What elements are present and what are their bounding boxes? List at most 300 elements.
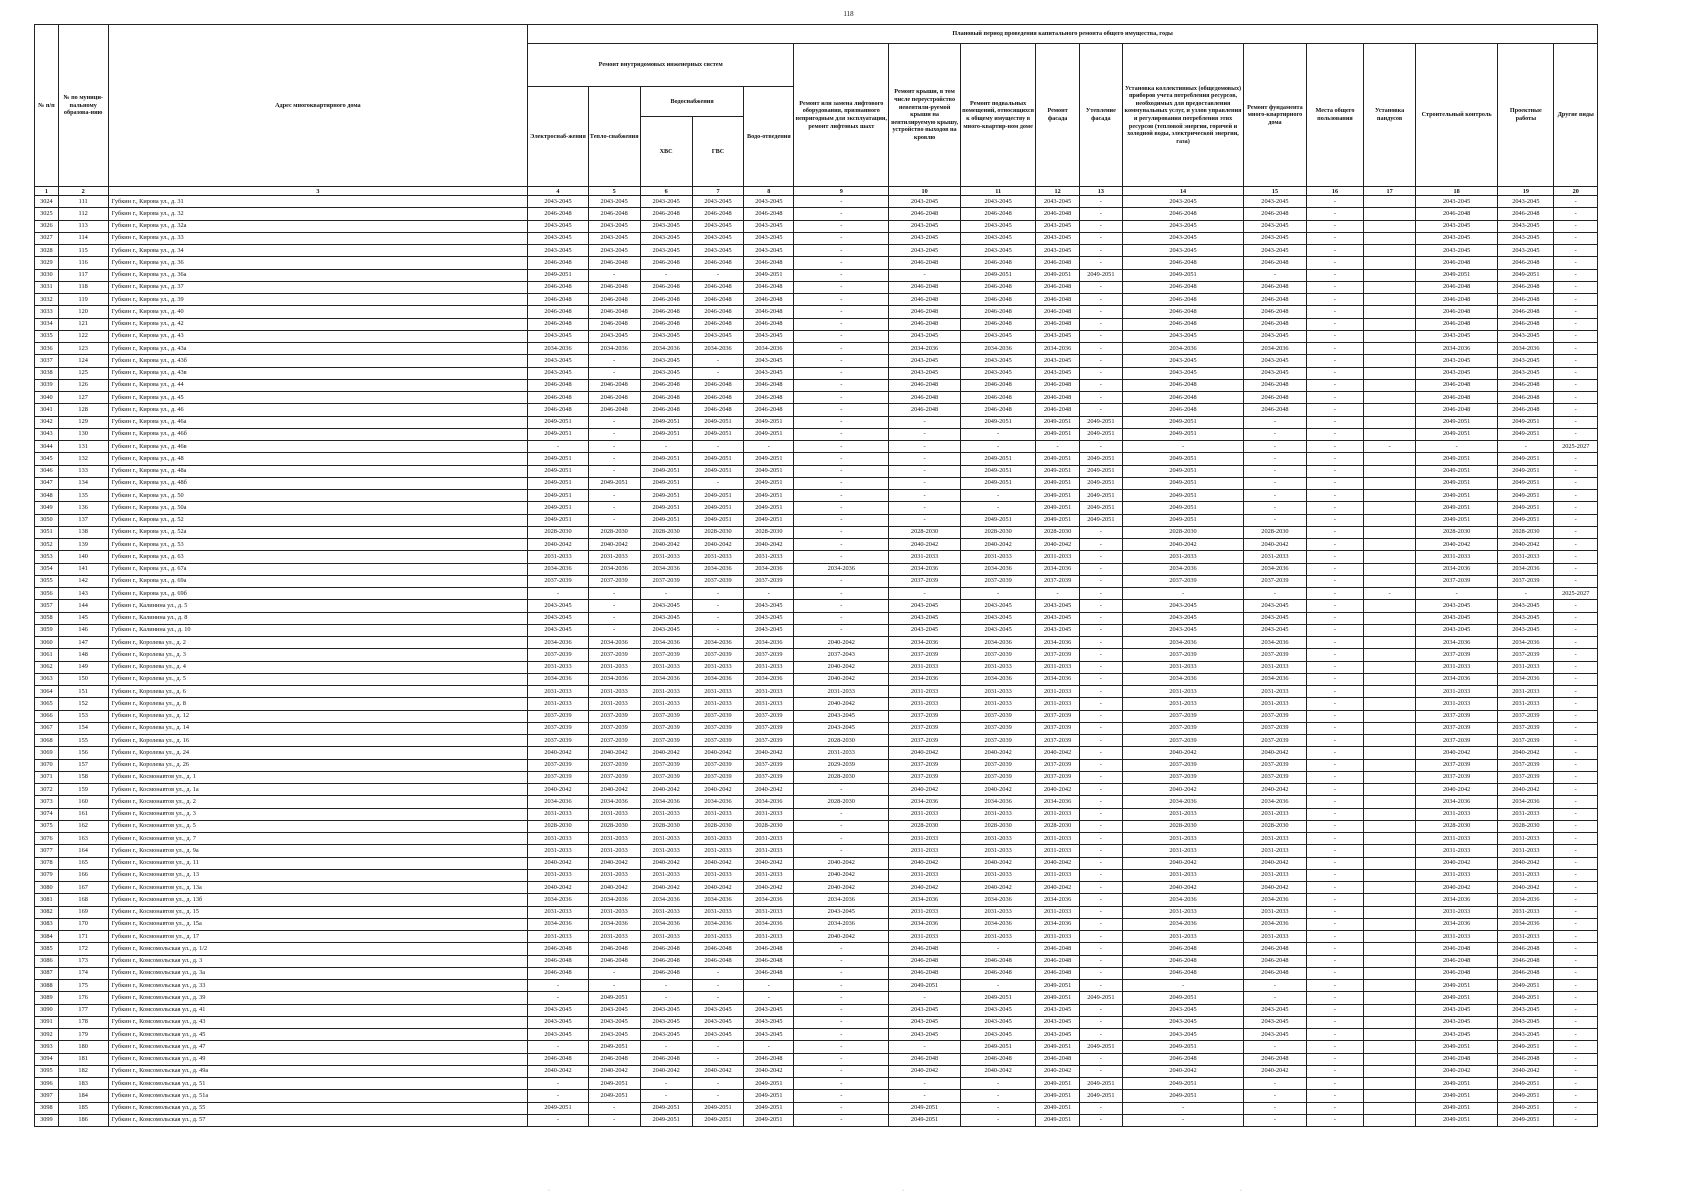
table-cell: 2031-2033 [1498, 661, 1554, 673]
table-cell: 2040-2042 [889, 747, 960, 759]
table-cell: 2043-2045 [692, 1016, 744, 1028]
column-number: 18 [1416, 187, 1498, 196]
table-cell: 3041 [35, 404, 59, 416]
table-cell: 2034-2036 [744, 563, 794, 575]
table-cell [1364, 649, 1416, 661]
table-cell: 2031-2033 [1122, 551, 1243, 563]
table-cell: 2031-2033 [1498, 833, 1554, 845]
table-cell: - [1306, 624, 1363, 636]
table-cell: 2049-2051 [1036, 416, 1079, 428]
table-cell: 2046-2048 [1122, 294, 1243, 306]
table-cell: 2046-2048 [640, 943, 692, 955]
table-cell [1364, 637, 1416, 649]
table-cell [1364, 404, 1416, 416]
table-cell: 2028-2030 [692, 820, 744, 832]
table-cell: 3030 [35, 269, 59, 281]
table-cell: 2046-2048 [744, 306, 794, 318]
table-cell: 2037-2039 [744, 735, 794, 747]
table-cell: 2046-2048 [1498, 955, 1554, 967]
table-row [35, 208, 1598, 220]
address-cell: Губкин г., Кирова ул., д. 53 [108, 539, 528, 551]
table-cell: 2034-2036 [1244, 343, 1307, 355]
table-cell: 2028-2030 [1122, 820, 1243, 832]
table-cell: 2037-2039 [588, 759, 640, 771]
table-cell: 2031-2033 [1036, 931, 1079, 943]
table-cell: - [1079, 294, 1122, 306]
table-cell: - [1306, 1029, 1363, 1041]
table-cell: - [1554, 845, 1598, 857]
table-cell: 2034-2036 [960, 343, 1036, 355]
table-cell: 150 [58, 673, 108, 685]
table-cell: - [889, 416, 960, 428]
table-cell: 2040-2042 [528, 857, 589, 869]
table-cell: 2043-2045 [744, 612, 794, 624]
table-cell: - [1306, 257, 1363, 269]
table-row [35, 367, 1598, 379]
table-cell: - [1554, 980, 1598, 992]
table-cell: 3088 [35, 980, 59, 992]
table-cell: - [1079, 318, 1122, 330]
table-cell: - [1079, 808, 1122, 820]
table-cell: 185 [58, 1102, 108, 1114]
table-cell: - [794, 1041, 889, 1053]
table-cell: 2043-2045 [1416, 1029, 1498, 1041]
table-cell: 2046-2048 [640, 281, 692, 293]
table-cell: 2040-2042 [692, 857, 744, 869]
table-cell: - [1306, 796, 1363, 808]
table-cell: - [1554, 943, 1598, 955]
table-cell: 3090 [35, 1004, 59, 1016]
table-cell: 2043-2045 [1416, 245, 1498, 257]
table-cell: 2040-2042 [889, 882, 960, 894]
table-cell [1364, 318, 1416, 330]
table-cell: 2034-2036 [1416, 637, 1498, 649]
table-cell: 2031-2033 [1416, 931, 1498, 943]
table-cell: 2037-2039 [744, 649, 794, 661]
table-cell: 2031-2033 [1122, 698, 1243, 710]
table-cell: 2037-2039 [1036, 722, 1079, 734]
table-cell: 148 [58, 649, 108, 661]
table-cell: 2031-2033 [640, 906, 692, 918]
table-cell: - [1306, 208, 1363, 220]
table-cell: 2046-2048 [1416, 392, 1498, 404]
table-cell: - [1554, 281, 1598, 293]
table-cell: - [692, 441, 744, 453]
table-cell: 2034-2036 [692, 563, 744, 575]
table-cell [1364, 367, 1416, 379]
table-cell: - [1306, 673, 1363, 685]
table-cell: 111 [58, 196, 108, 208]
table-cell: 2049-2051 [1416, 428, 1498, 440]
table-cell: 2034-2036 [1036, 563, 1079, 575]
table-cell: 2049-2051 [1416, 1102, 1498, 1114]
table-cell: 2037-2039 [528, 722, 589, 734]
table-cell: 2037-2039 [588, 735, 640, 747]
table-cell: 168 [58, 894, 108, 906]
table-cell: - [1498, 441, 1554, 453]
table-cell: 2043-2045 [1244, 1004, 1307, 1016]
table-cell: 2043-2045 [1416, 232, 1498, 244]
table-row [35, 722, 1598, 734]
table-cell: 2049-2051 [1079, 453, 1122, 465]
table-cell: 2043-2045 [889, 245, 960, 257]
table-row [35, 735, 1598, 747]
table-cell: 2037-2039 [1244, 710, 1307, 722]
table-cell: - [1306, 428, 1363, 440]
address-cell: Губкин г., Королева ул., д. 26 [108, 759, 528, 771]
table-cell: 2049-2051 [1416, 465, 1498, 477]
table-cell: - [588, 980, 640, 992]
table-cell: 131 [58, 441, 108, 453]
table-cell: 2049-2051 [744, 453, 794, 465]
table-cell: 2049-2051 [1416, 490, 1498, 502]
table-cell: 2049-2051 [528, 502, 589, 514]
table-cell: 163 [58, 833, 108, 845]
table-cell: 2031-2033 [1416, 869, 1498, 881]
table-cell: 2040-2042 [1416, 1065, 1498, 1077]
table-cell: - [1122, 441, 1243, 453]
table-cell: 2043-2045 [1122, 1004, 1243, 1016]
table-cell: 2040-2042 [1498, 539, 1554, 551]
table-cell: 3066 [35, 710, 59, 722]
table-cell: 2046-2048 [1036, 1053, 1079, 1065]
table-cell: 2046-2048 [1122, 967, 1243, 979]
table-cell: 3081 [35, 894, 59, 906]
column-number: 11 [960, 187, 1036, 196]
table-cell [1364, 355, 1416, 367]
column-number: 16 [1306, 187, 1363, 196]
table-cell: 2046-2048 [960, 1053, 1036, 1065]
table-cell: - [1554, 208, 1598, 220]
table-cell: 2043-2045 [1036, 1004, 1079, 1016]
table-row [35, 1041, 1598, 1053]
table-cell: 2040-2042 [794, 673, 889, 685]
table-cell: 2049-2051 [1122, 465, 1243, 477]
table-cell: 183 [58, 1078, 108, 1090]
table-cell: - [794, 943, 889, 955]
table-cell: 2046-2048 [1498, 281, 1554, 293]
table-cell: - [794, 392, 889, 404]
column-number: 9 [794, 187, 889, 196]
address-cell: Губкин г., Космонавтов ул., д. 1 [108, 771, 528, 783]
address-cell: Губкин г., Кирова ул., д. 44 [108, 379, 528, 391]
table-cell: 2037-2039 [744, 771, 794, 783]
table-cell: 2046-2048 [960, 294, 1036, 306]
table-cell: 3077 [35, 845, 59, 857]
table-cell: 2040-2042 [1244, 857, 1307, 869]
table-cell: 2049-2051 [1036, 514, 1079, 526]
table-cell: 2028-2030 [1036, 526, 1079, 538]
table-cell [1364, 514, 1416, 526]
table-cell: 2031-2033 [1122, 686, 1243, 698]
table-row [35, 575, 1598, 587]
table-cell: 2037-2039 [1244, 735, 1307, 747]
table-cell: 3064 [35, 686, 59, 698]
address-cell: Губкин г., Комсомольская ул., д. 51а [108, 1090, 528, 1102]
table-cell: 2049-2051 [744, 428, 794, 440]
table-cell: 2037-2039 [528, 575, 589, 587]
table-cell: - [794, 1065, 889, 1077]
table-cell: - [1306, 894, 1363, 906]
header-electricity: Электроснаб-жения [528, 87, 589, 187]
table-cell: 2034-2036 [1498, 918, 1554, 930]
table-cell: 2034-2036 [1244, 796, 1307, 808]
header-plan-period: Плановый период проведения капитального ремонта общего имущества, годы [528, 25, 1598, 44]
table-cell: 2046-2048 [692, 306, 744, 318]
table-cell: 3044 [35, 441, 59, 453]
table-cell: 2046-2048 [1036, 306, 1079, 318]
table-cell: - [1079, 980, 1122, 992]
table-cell [1364, 306, 1416, 318]
table-cell: - [889, 1090, 960, 1102]
table-cell: - [1244, 1041, 1307, 1053]
table-cell [1364, 379, 1416, 391]
table-cell: 2043-2045 [1036, 612, 1079, 624]
table-cell: - [794, 245, 889, 257]
table-cell: 2046-2048 [889, 318, 960, 330]
table-cell: - [528, 1041, 589, 1053]
table-cell: 2049-2051 [640, 502, 692, 514]
table-cell: 2043-2045 [960, 600, 1036, 612]
table-cell: 2046-2048 [1244, 1053, 1307, 1065]
table-cell: 2043-2045 [744, 1004, 794, 1016]
table-cell: 2034-2036 [1416, 796, 1498, 808]
table-cell: 2049-2051 [1122, 1090, 1243, 1102]
table-cell: - [1554, 722, 1598, 734]
table-cell: 145 [58, 612, 108, 624]
table-cell: - [1554, 1041, 1598, 1053]
column-number: 3 [108, 187, 528, 196]
table-cell: 2031-2033 [1416, 551, 1498, 563]
table-cell: - [1554, 600, 1598, 612]
table-cell: 2046-2048 [1122, 1053, 1243, 1065]
table-cell: 169 [58, 906, 108, 918]
table-cell: - [1079, 882, 1122, 894]
table-cell: - [1306, 943, 1363, 955]
table-cell: - [1554, 355, 1598, 367]
table-cell: 2043-2045 [640, 367, 692, 379]
table-cell: 2031-2033 [1122, 833, 1243, 845]
table-cell [1364, 526, 1416, 538]
table-cell: 3099 [35, 1114, 59, 1126]
table-cell: 2031-2033 [1122, 906, 1243, 918]
table-cell: 2037-2039 [1416, 771, 1498, 783]
table-cell: - [1306, 1053, 1363, 1065]
table-cell: 2037-2039 [1036, 771, 1079, 783]
table-cell: 2046-2048 [1416, 967, 1498, 979]
table-cell: 2034-2036 [588, 796, 640, 808]
table-cell: 2046-2048 [692, 318, 744, 330]
table-cell: 2046-2048 [1416, 306, 1498, 318]
table-cell: 2046-2048 [528, 318, 589, 330]
table-cell: 2049-2051 [744, 477, 794, 489]
table-cell: 2028-2030 [1498, 820, 1554, 832]
table-cell: 2037-2039 [1122, 649, 1243, 661]
table-row [35, 588, 1598, 600]
table-cell: 2043-2045 [640, 220, 692, 232]
table-cell: 2034-2036 [744, 918, 794, 930]
table-cell: 2034-2036 [528, 673, 589, 685]
table-row [35, 1004, 1598, 1016]
table-cell: 2034-2036 [889, 796, 960, 808]
table-cell: - [1306, 490, 1363, 502]
table-cell: - [1079, 759, 1122, 771]
table-row [35, 1029, 1598, 1041]
table-cell: 2037-2039 [960, 575, 1036, 587]
table-cell: - [1306, 661, 1363, 673]
table-cell: 2043-2045 [528, 232, 589, 244]
table-cell: 2028-2030 [588, 820, 640, 832]
table-cell: 2049-2051 [1079, 416, 1122, 428]
table-cell: - [1554, 1004, 1598, 1016]
table-cell: 2049-2051 [744, 465, 794, 477]
table-cell [1364, 673, 1416, 685]
table-cell: - [1554, 1016, 1598, 1028]
table-cell: - [1306, 367, 1363, 379]
table-cell [1364, 980, 1416, 992]
address-cell: Губкин г., Комсомольская ул., д. 51 [108, 1078, 528, 1090]
table-cell [1364, 967, 1416, 979]
table-cell: 3052 [35, 539, 59, 551]
table-cell: 2031-2033 [640, 869, 692, 881]
table-cell: 2046-2048 [1416, 281, 1498, 293]
table-cell: 3042 [35, 416, 59, 428]
table-cell: - [1554, 673, 1598, 685]
table-cell: 2040-2042 [1122, 747, 1243, 759]
table-cell: 2043-2045 [1036, 1016, 1079, 1028]
table-cell [1364, 502, 1416, 514]
table-cell: 2046-2048 [1244, 404, 1307, 416]
table-cell: 2049-2051 [1079, 514, 1122, 526]
table-cell: 2049-2051 [640, 453, 692, 465]
table-cell: 2034-2036 [528, 796, 589, 808]
table-cell: - [1306, 833, 1363, 845]
table-cell: - [1244, 992, 1307, 1004]
address-cell: Губкин г., Кирова ул., д. 52 [108, 514, 528, 526]
table-cell: 2043-2045 [960, 1029, 1036, 1041]
table-cell: 3071 [35, 771, 59, 783]
table-cell: 2046-2048 [889, 404, 960, 416]
table-row [35, 232, 1598, 244]
table-cell: 3047 [35, 477, 59, 489]
table-cell: 2034-2036 [889, 673, 960, 685]
table-cell: 2049-2051 [1416, 1041, 1498, 1053]
table-cell: 2043-2045 [1122, 245, 1243, 257]
table-cell: 2043-2045 [889, 367, 960, 379]
table-cell: - [692, 477, 744, 489]
table-cell: - [1079, 208, 1122, 220]
table-cell: 2031-2033 [1036, 551, 1079, 563]
table-cell: - [692, 1041, 744, 1053]
table-cell: - [1122, 1102, 1243, 1114]
table-cell: 2031-2033 [528, 661, 589, 673]
table-cell: 2046-2048 [889, 967, 960, 979]
address-cell: Губкин г., Комсомольская ул., д. 1/2 [108, 943, 528, 955]
table-cell: 2043-2045 [960, 220, 1036, 232]
table-body [35, 196, 1598, 1127]
table-cell: 125 [58, 367, 108, 379]
table-cell: 2034-2036 [692, 796, 744, 808]
table-row [35, 710, 1598, 722]
table-cell: 2043-2045 [1416, 220, 1498, 232]
table-cell: 2025-2027 [1554, 441, 1598, 453]
table-cell: 2028-2030 [692, 526, 744, 538]
table-cell: 2043-2045 [692, 330, 744, 342]
table-cell: 171 [58, 931, 108, 943]
table-row [35, 759, 1598, 771]
table-cell: - [1079, 710, 1122, 722]
table-cell: 3092 [35, 1029, 59, 1041]
table-cell: 2028-2030 [1244, 820, 1307, 832]
table-cell: 140 [58, 551, 108, 563]
table-cell: 2046-2048 [640, 379, 692, 391]
table-cell [1364, 343, 1416, 355]
table-cell: 2046-2048 [1416, 294, 1498, 306]
table-cell: 2034-2036 [640, 796, 692, 808]
table-cell: - [794, 343, 889, 355]
table-cell: 2034-2036 [960, 918, 1036, 930]
table-cell: 2031-2033 [640, 551, 692, 563]
table-cell: 2031-2033 [889, 869, 960, 881]
table-cell: 2037-2039 [1416, 722, 1498, 734]
table-cell: 162 [58, 820, 108, 832]
table-cell: 2031-2033 [889, 698, 960, 710]
table-cell: - [588, 514, 640, 526]
table-cell: 174 [58, 967, 108, 979]
table-cell: - [1554, 306, 1598, 318]
table-cell: - [960, 1102, 1036, 1114]
table-cell: 2043-2045 [1036, 355, 1079, 367]
table-cell: - [1306, 465, 1363, 477]
table-cell: - [1079, 306, 1122, 318]
table-cell: 114 [58, 232, 108, 244]
table-cell: - [1306, 294, 1363, 306]
table-cell: 2037-2039 [960, 735, 1036, 747]
table-cell: 2046-2048 [640, 404, 692, 416]
table-cell: - [1306, 588, 1363, 600]
table-cell: 3097 [35, 1090, 59, 1102]
table-cell: 2043-2045 [588, 1004, 640, 1016]
table-cell [1364, 845, 1416, 857]
table-cell: 2049-2051 [1036, 428, 1079, 440]
table-cell: - [1306, 551, 1363, 563]
table-cell: 2031-2033 [692, 661, 744, 673]
table-cell: 2043-2045 [1416, 196, 1498, 208]
address-cell: Губкин г., Кирова ул., д. 63 [108, 551, 528, 563]
address-cell: Губкин г., Кирова ул., д. 69б [108, 588, 528, 600]
table-cell: - [1306, 906, 1363, 918]
table-cell: 3025 [35, 208, 59, 220]
table-cell: 2049-2051 [744, 269, 794, 281]
table-cell: - [794, 196, 889, 208]
table-cell: 2031-2033 [692, 833, 744, 845]
table-cell [1364, 220, 1416, 232]
table-cell: 2043-2045 [1244, 600, 1307, 612]
table-cell: 2040-2042 [744, 882, 794, 894]
table-cell: 2034-2036 [1036, 343, 1079, 355]
table-cell: 2046-2048 [1244, 955, 1307, 967]
table-cell: 2029-2039 [794, 759, 889, 771]
table-cell: - [1122, 588, 1243, 600]
table-cell: 2043-2045 [588, 232, 640, 244]
table-cell [1364, 1041, 1416, 1053]
table-cell: 2031-2033 [528, 906, 589, 918]
table-cell: 2049-2051 [1036, 1041, 1079, 1053]
table-cell: 2031-2033 [1416, 661, 1498, 673]
address-cell: Губкин г., Королева ул., д. 8 [108, 698, 528, 710]
table-cell: 2049-2051 [1416, 502, 1498, 514]
table-cell: 3095 [35, 1065, 59, 1077]
